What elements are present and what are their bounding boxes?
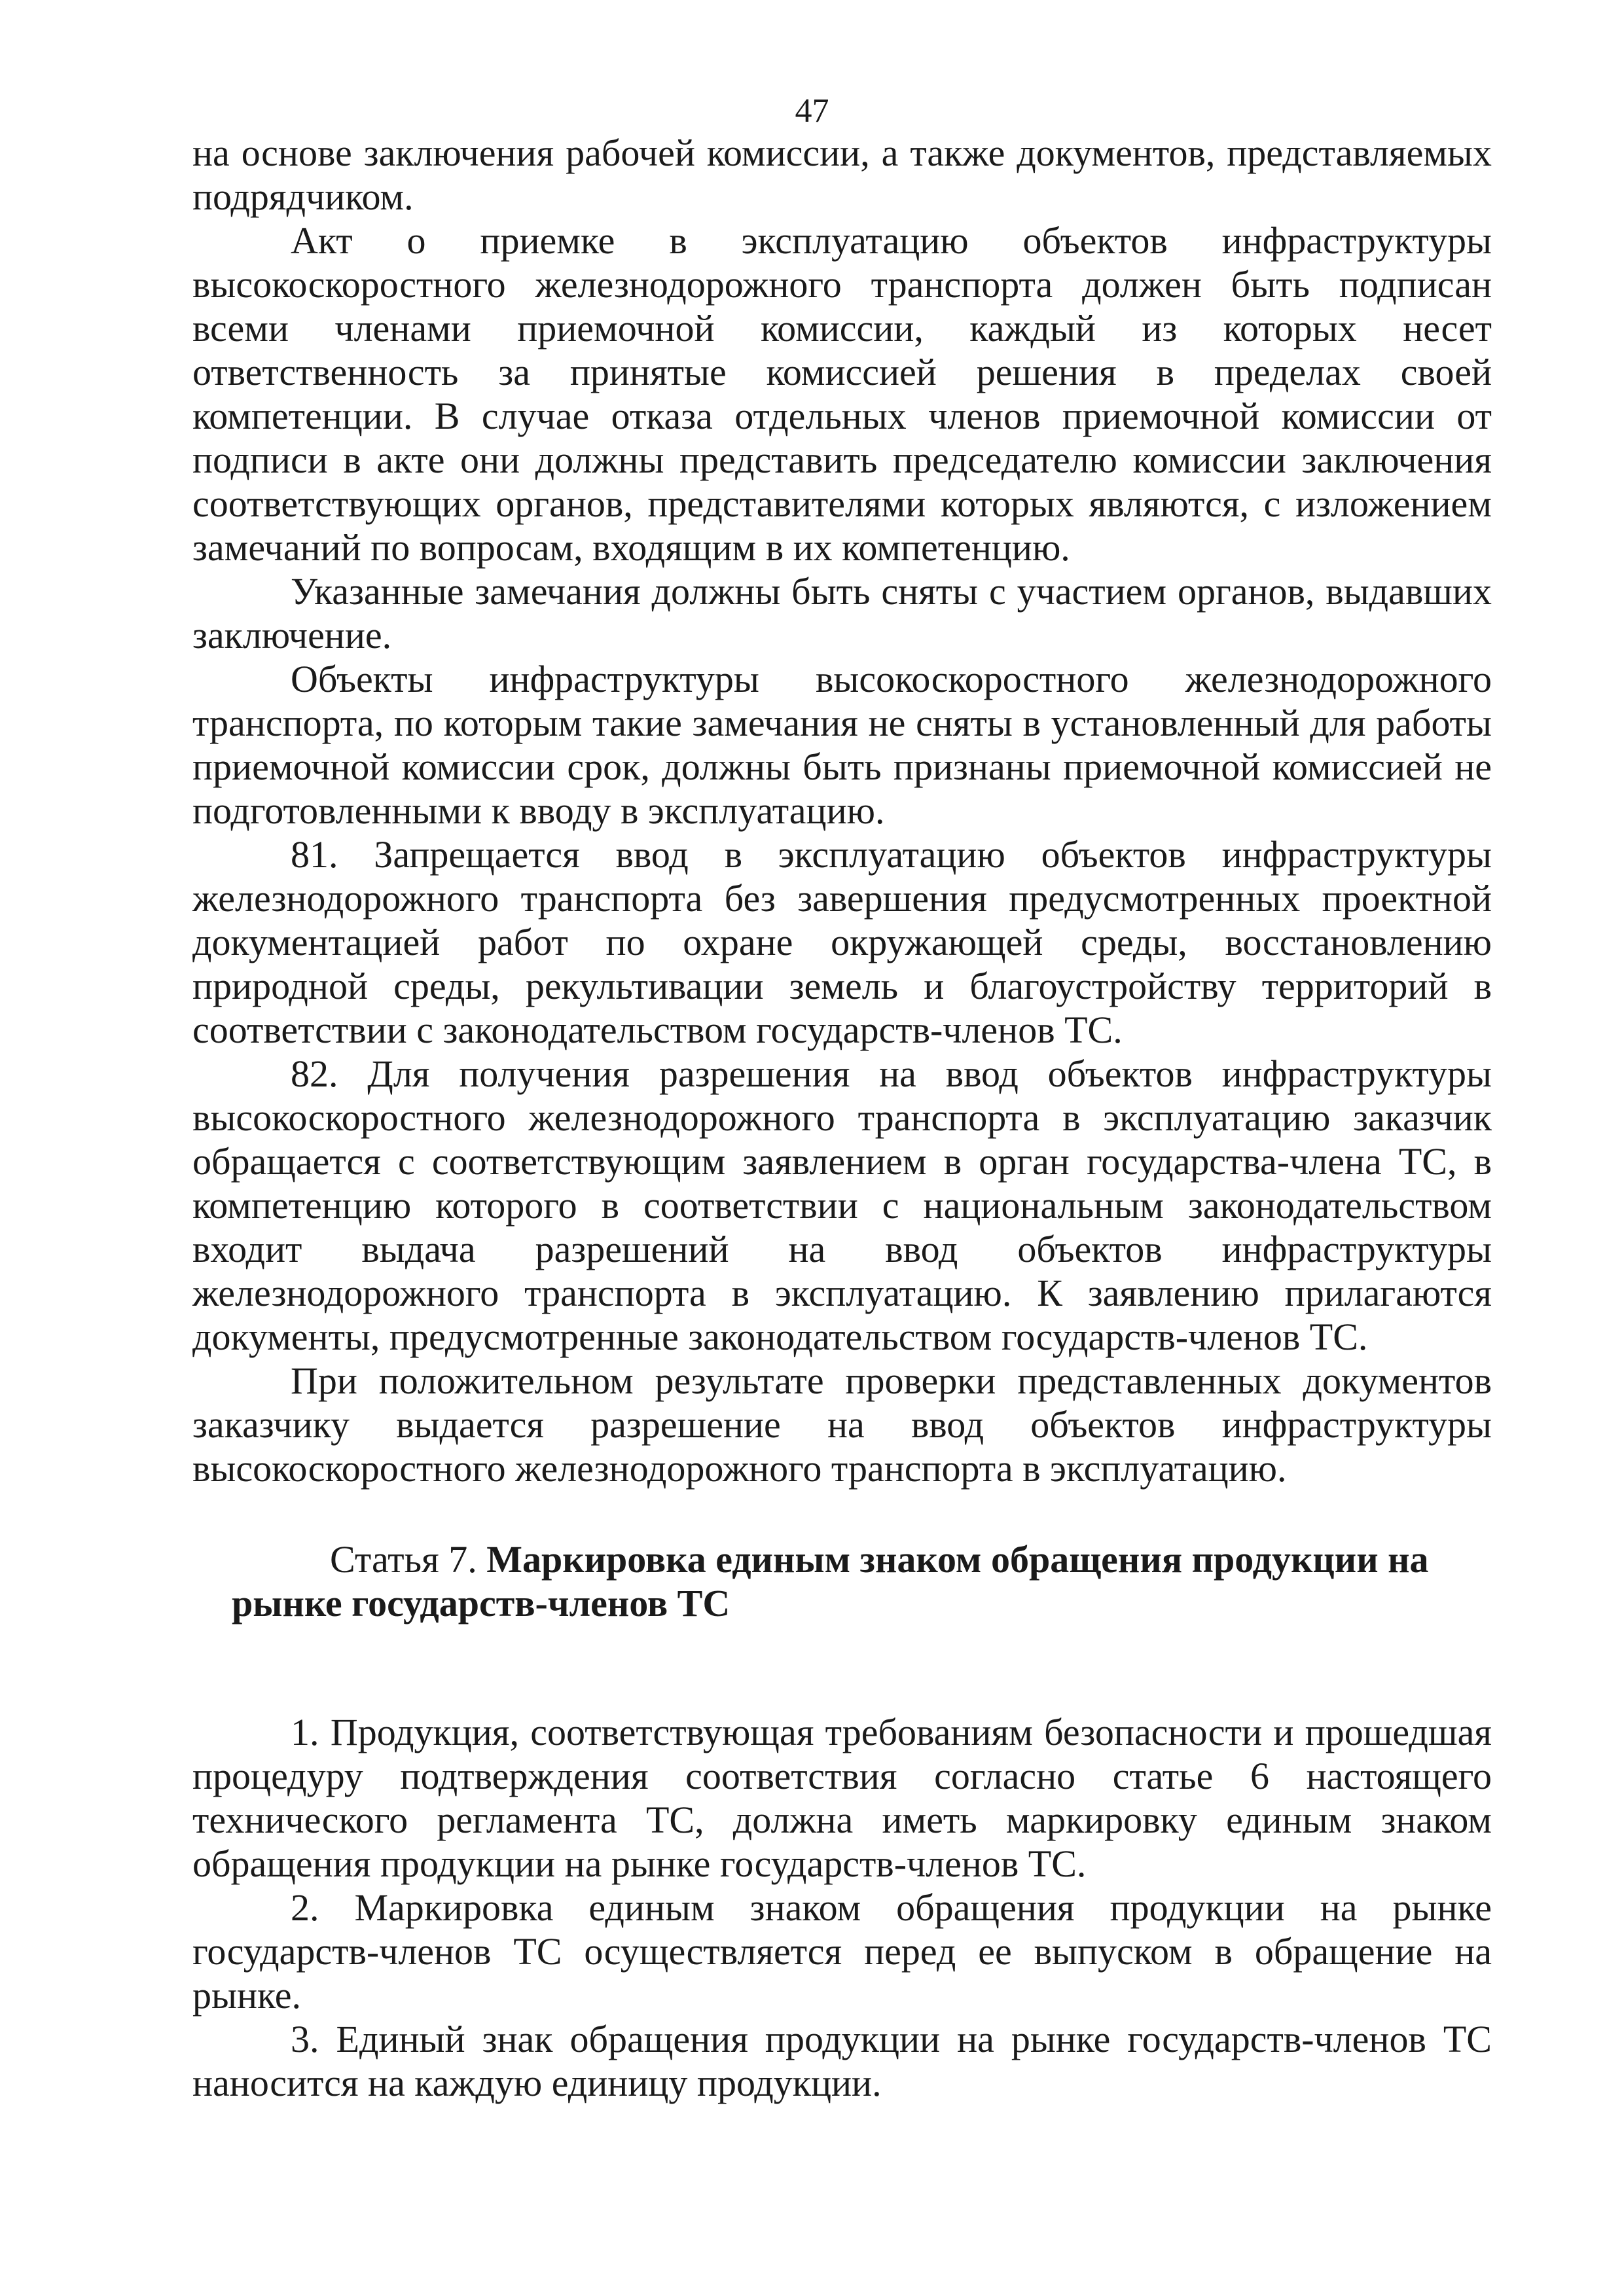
article-heading xyxy=(192,1537,1492,1625)
paragraph-item-81: 81. Запрещается ввод в эксплуатацию объектов инфраструктуры железнодорожного транспорта без завершения предусмотренных проектной документацией работ по охране окружающей среды, восстановлению природной среды, рекультивации земель и благоустройству территорий в соответствии с законодательством государств-членов ТС. xyxy=(192,833,1492,1051)
paragraph-acceptance-act: Акт о приемке в эксплуатацию объектов инфраструктуры высокоскоростного железнодорожного транспорта должен быть подписан всеми членами приемочной комиссии, каждый из которых несет ответственность за принятые комиссией решения в пределах своей компетенции. В случае отказа отдельных членов приемочной комиссии от подписи в акте они должны представить председателю комиссии заключения соответствующих органов, представителями которых являются, с изложением замечаний по вопросам, входящим в их компетенцию. xyxy=(192,219,1492,569)
paragraph-item-1: 1. Продукция, соответствующая требованиям безопасности и прошедшая процедуру подтверждения соответствия согласно статье 6 настоящего технического регламента ТС, должна иметь маркировку единым знаком обращения продукции на рынке государств-членов ТС. xyxy=(192,1711,1492,1885)
paragraph-continuation: на основе заключения рабочей комиссии, а также документов, представляемых подрядчиком. xyxy=(192,132,1492,218)
document-body xyxy=(192,131,1492,2105)
paragraph-unprepared-objects: Объекты инфраструктуры высокоскоростного железнодорожного транспорта, по которым такие замечания не сняты в установленный для работы приемочной комиссии срок, должны быть признаны приемочной комиссией не подготовленными к вводу в эксплуатацию. xyxy=(192,658,1492,832)
paragraph-item-82: 82. Для получения разрешения на ввод объектов инфраструктуры высокоскоростного железнодорожного транспорта в эксплуатацию заказчик обращается с соответствующим заявлением в орган государства-члена ТС, в компетенцию которого в соответствии с национальным законодательством входит выдача разрешений на ввод объектов инфраструктуры железнодорожного транспорта в эксплуатацию. К заявлению прилагаются документы, предусмотренные законодательством государств-членов ТС. xyxy=(192,1052,1492,1358)
paragraph-remarks-removal: Указанные замечания должны быть сняты с участием органов, выдавших заключение. xyxy=(192,570,1492,656)
paragraph-item-3: 3. Единый знак обращения продукции на рынке государств-членов ТС наносится на каждую единицу продукции. xyxy=(192,2018,1492,2104)
article-prefix: Статья 7. xyxy=(330,1538,487,1581)
paragraph-item-2: 2. Маркировка единым знаком обращения продукции на рынке государств-членов ТС осуществляется перед ее выпуском в обращение на рынке. xyxy=(192,1886,1492,2017)
page-number: 47 xyxy=(795,92,829,130)
spacer xyxy=(192,1625,1492,1710)
article-title: Маркировка единым знаком обращения продукции на рынке государств-членов ТС xyxy=(232,1538,1429,1624)
paragraph-permit-issued: При положительном результате проверки представленных документов заказчику выдается разрешение на ввод объектов инфраструктуры высокоскоростного железнодорожного транспорта в эксплуатацию. xyxy=(192,1359,1492,1490)
